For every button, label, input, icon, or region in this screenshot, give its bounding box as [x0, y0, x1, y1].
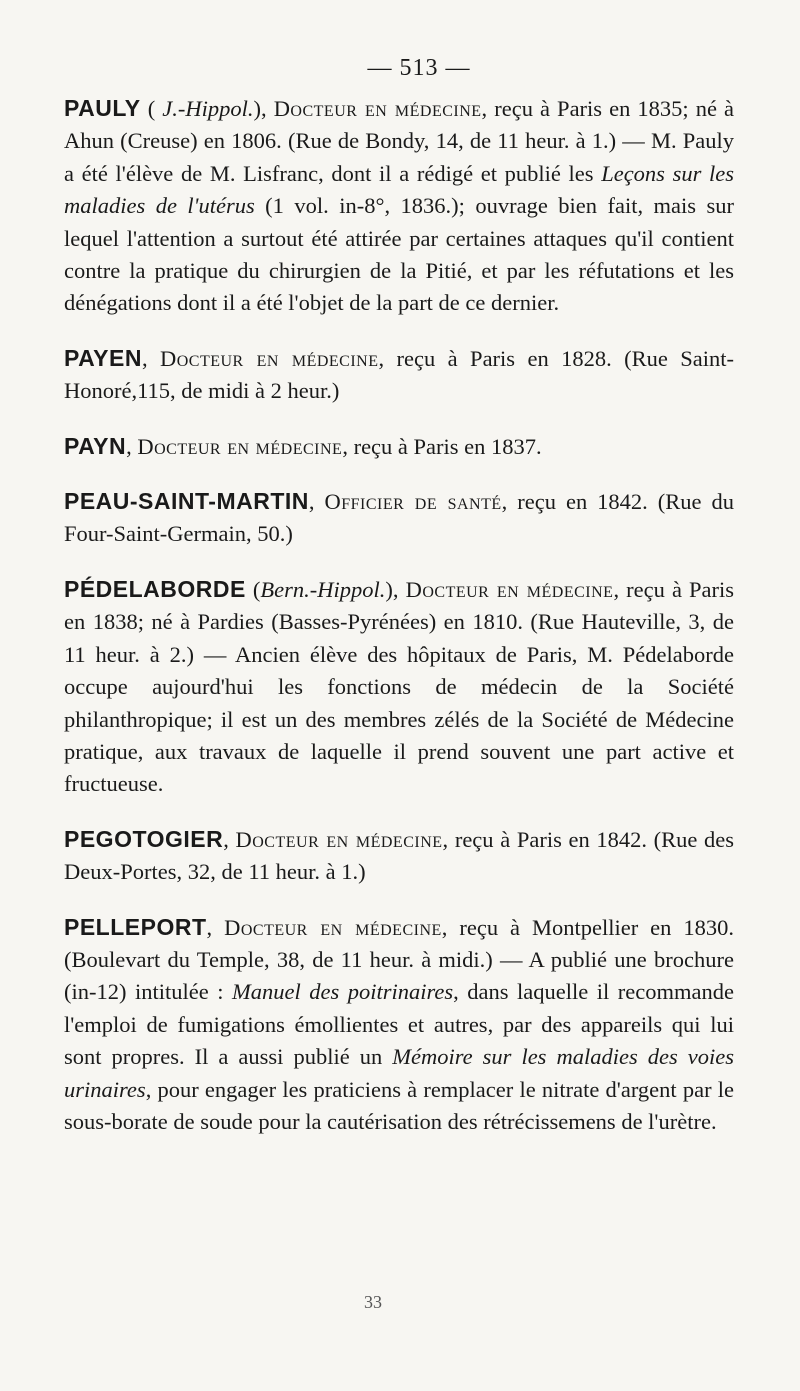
signature-mark: 33: [364, 1292, 382, 1312]
entry-title: Docteur en médecine: [224, 914, 442, 940]
entry-name: PAULY: [64, 95, 141, 121]
entry-pegotogier: PEGOTOGIER, Docteur en médecine, reçu à Paris en 1842. (Rue des Deux-Portes, 32, de 11 heur. à 1.): [64, 825, 735, 885]
entry-pelleport: PELLEPORT, Docteur en médecine, reçu à Montpellier en 1830. (Boulevart du Temple, 38, de 11 heur. à midi.) — A publié une brochure (in-12) intitulée : Manuel des poitrinaires, dans laquelle il recommande l'emploi de fumigations émollientes et autres, par des appareils qui lui sont propres. Il a aussi publié un Mémoire sur les maladies des voies urinaires, pour engager les praticiens à remplacer le nitrate d'argent par le sous-borate de soude pour la cautérisation des rétrécissemens de l'urètre.: [64, 913, 735, 1134]
book-page: [64, 55, 734, 1138]
entry-pedelaborde: PÉDELABORDE (Bern.-Hippol.), Docteur en médecine, reçu à Paris en 1838; né à Pardies (Basses-Pyrénées) en 1810. (Rue Hauteville, 3, de 11 heur. à 2.) — Ancien élève des hôpitaux de Paris, M. Pédelaborde occupe aujourd'hui les fonctions de médecin de la Société philanthropique; il est un des membres zélés de la Société de Médecine pratique, aux travaux de laquelle il prend souvent une part active et fructueuse.: [64, 575, 734, 797]
entry-name: PAYEN: [64, 344, 142, 371]
entry-payn: PAYN, Docteur en médecine, reçu à Paris en 1837.: [64, 432, 542, 459]
entry-title: Docteur en médecine: [137, 433, 343, 459]
work-title: Leçons sur les maladies de l'utérus: [64, 160, 735, 219]
entry-title: Docteur en médecine: [159, 345, 379, 371]
entry-name: PÉDELABORDE: [64, 575, 246, 602]
entry-name: PEAU-SAINT-MARTIN: [64, 488, 309, 515]
entry-pauly: PAULY ( J.-Hippol.), Docteur en médecine, reçu à Paris en 1835; né à Ahun (Creuse) en 1806. (Rue de Bondy, 14, de 11 heur. à 1.) — M. Pauly a été l'élève de M. Lisfranc, dont il a rédigé et publié les Leçons sur les maladies de l'utérus (1 vol. in-8°, 1836.); ouvrage bien fait, mais sur lequel l'attention a surtout été attirée par certaines attaques qu'il contient contre la pratique du chirurgien de la Pitié, et par les réfutations et les dénégations dont il a été l'objet de la part de ce dernier.: [64, 95, 735, 316]
entry-firstnames: J.-Hippol.: [162, 96, 254, 121]
entry-name: PAYN: [64, 432, 127, 459]
entry-title: Docteur en médecine: [273, 96, 482, 121]
entry-name: PEGOTOGIER: [64, 825, 224, 852]
entry-payen: PAYEN, Docteur en médecine, reçu à Paris en 1828. (Rue Saint-Honoré,115, de midi à 2 heur.): [64, 344, 735, 404]
entry-title: Officier de santé: [324, 489, 502, 515]
entry-title: Docteur en médecine: [405, 576, 614, 602]
work-title: Manuel des poitrinaires: [232, 979, 454, 1005]
entry-name: PELLEPORT: [64, 913, 207, 940]
page-number: — 513 —: [367, 55, 471, 81]
work-title: Mémoire sur les maladies des voies urinaires: [64, 1044, 734, 1102]
entry-peau-saint-martin: PEAU-SAINT-MARTIN, Officier de santé, reçu en 1842. (Rue du Four-Saint-Germain, 50.): [64, 488, 735, 547]
entry-firstnames: Bern.-Hippol.: [260, 576, 386, 602]
entry-title: Docteur en médecine: [235, 826, 443, 852]
